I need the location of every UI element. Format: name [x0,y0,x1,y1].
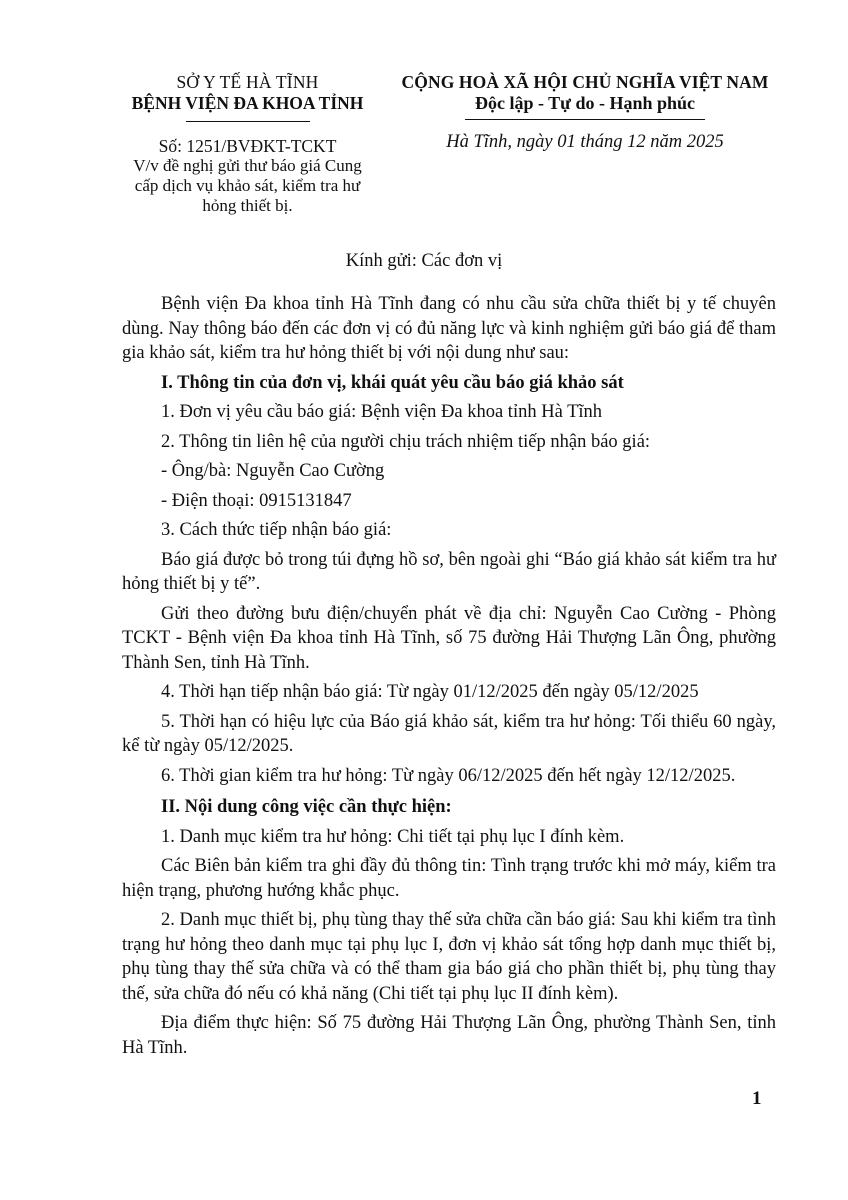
section-2-location: Địa điểm thực hiện: Số 75 đường Hải Thượng Lãn Ông, phường Thành Sen, tỉnh Hà Tĩnh. [122,1013,776,1058]
document-number: Số: 1251/BVĐKT-TCKT [158,136,337,156]
section-2-item-1: 1. Danh mục kiểm tra hư hỏng: Chi tiết tại phụ lục I đính kèm. [161,826,625,847]
section-1-item-6: 6. Thời gian kiểm tra hư hỏng: Từ ngày 06/12/2025 đến hết ngày 12/12/2025. [161,765,736,786]
page-number: 1 [752,1088,762,1109]
section-1-item-1: 1. Đơn vị yêu cầu báo giá: Bệnh viện Đa khoa tỉnh Hà Tĩnh [161,402,603,422]
section-1-item-5: 5. Thời hạn có hiệu lực của Báo giá khảo sát, kiểm tra hư hỏng: Tối thiểu 60 ngày, kể từ ngày 05/12/2025. [122,711,776,756]
section-1-item-4: 4. Thời hạn tiếp nhận báo giá: Từ ngày 01/12/2025 đến ngày 05/12/2025 [161,682,699,702]
contact-phone: - Điện thoại: 0915131847 [161,490,352,511]
section-1-item-3-packaging: Báo giá được bỏ trong túi đựng hồ sơ, bên ngoài ghi “Báo giá khảo sát kiểm tra hư hỏng thiết bị y tế”. [122,549,776,594]
recipient-line: Kính gửi: Các đơn vị [345,251,503,271]
document-body [122,292,776,1060]
department-name: SỞ Y TẾ HÀ TĨNH [176,72,319,92]
section-1-heading: I. Thông tin của đơn vị, khái quát yêu cầu báo giá khảo sát [161,372,624,393]
national-header [380,72,790,153]
section-2-heading: II. Nội dung công việc cần thực hiện: [161,797,452,817]
intro-paragraph: Bệnh viện Đa khoa tỉnh Hà Tĩnh đang có nhu cầu sửa chữa thiết bị y tế chuyên dùng. Nay thông báo đến các đơn vị có đủ năng lực và kinh nghiệm gửi báo giá để tham gia khảo sát, kiểm tra hư hỏng thiết bị với nội dung như sau: [122,294,776,363]
issuer-underline [186,121,310,122]
contact-name: - Ông/bà: Nguyễn Cao Cường [161,461,385,481]
section-1-item-3-address: Gửi theo đường bưu điện/chuyển phát về địa chỉ: Nguyễn Cao Cường - Phòng TCKT - Bệnh viện Đa khoa tỉnh Hà Tĩnh, số 75 đường Hải Thượng Lãn Ông, phường Thành Sen, tỉnh Hà Tĩnh. [122,603,776,673]
section-2-item-1-detail: Các Biên bản kiểm tra ghi đầy đủ thông tin: Tình trạng trước khi mở máy, kiểm tra hiện trạng, phương hướng khắc phục. [122,856,776,901]
issuer-block [120,72,375,216]
national-motto: Độc lập - Tự do - Hạnh phúc [474,93,696,113]
nation-title: CỘNG HOÀ XÃ HỘI CHỦ NGHĨA VIỆT NAM [401,72,769,92]
organization-name: BỆNH VIỆN ĐA KHOA TỈNH [131,93,364,113]
motto-underline [465,119,705,120]
section-2-item-2: 2. Danh mục thiết bị, phụ tùng thay thế sửa chữa cần báo giá: Sau khi kiểm tra tình trạng hư hỏng theo danh mục tại phụ lục I, đơn vị khảo sát tổng hợp danh mục thiết bị, phụ tùng thay thế sửa chữa và có thể tham gia báo giá cho phần thiết bị, phụ tùng thay thế, sửa chữa đó nếu có khả năng (Chi tiết tại phụ lục II đính kèm). [122,910,776,1004]
place-and-date: Hà Tĩnh, ngày 01 tháng 12 năm 2025 [446,132,724,152]
section-1-item-2: 2. Thông tin liên hệ của người chịu trách nhiệm tiếp nhận báo giá: [161,431,651,452]
section-1-item-3: 3. Cách thức tiếp nhận báo giá: [161,520,392,540]
document-subject: V/v đề nghị gửi thư báo giá Cung cấp dịch vụ khảo sát, kiểm tra hư hỏng thiết bị. [133,156,362,215]
